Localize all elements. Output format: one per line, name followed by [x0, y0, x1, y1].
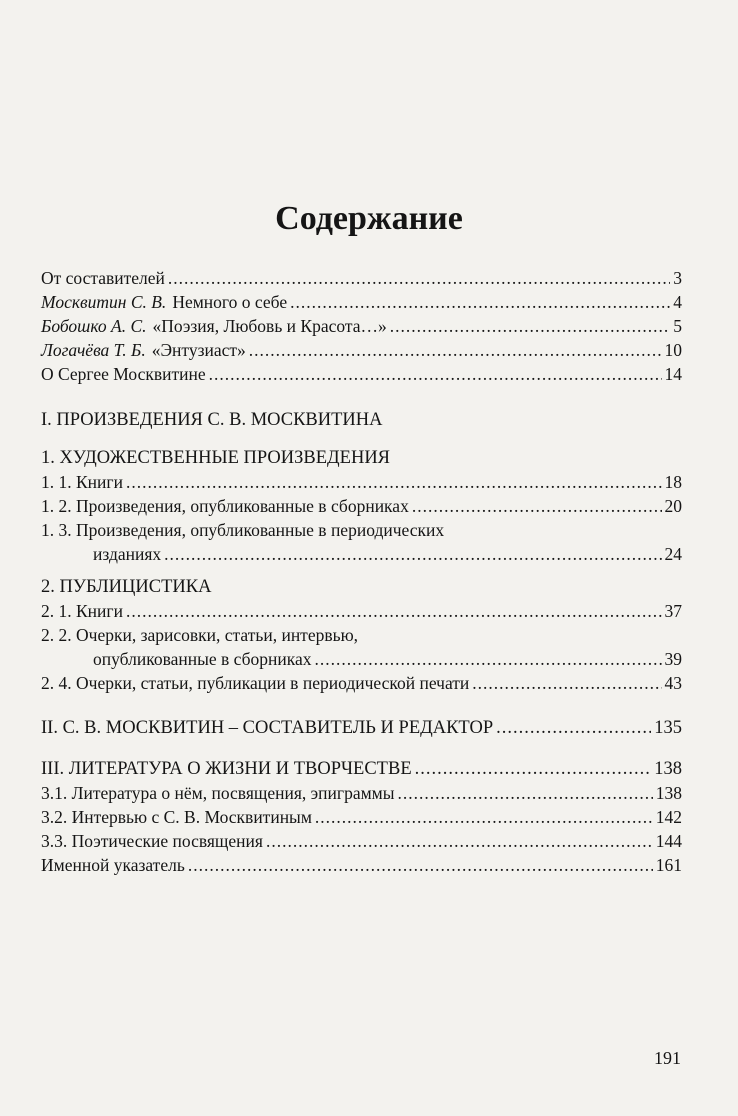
entry-text: 3.3. Поэтические посвящения — [41, 831, 263, 851]
leader-dots — [398, 781, 653, 805]
leader-dots — [315, 805, 653, 829]
entry-text: III. ЛИТЕРАТУРА О ЖИЗНИ И ТВОРЧЕСТВЕ — [41, 759, 412, 779]
entry-text: 1. 2. Произведения, опубликованные в сборниках — [41, 496, 409, 516]
toc-entry — [41, 338, 682, 362]
entry-page: 5 — [673, 316, 682, 336]
leader-dots — [168, 266, 670, 290]
leader-dots — [412, 494, 662, 518]
leader-dots — [415, 757, 652, 781]
section-heading: I. ПРОИЗВЕДЕНИЯ С. В. МОСКВИТИНА — [41, 410, 383, 430]
section-heading — [41, 757, 682, 781]
entry-text: Немного о себе — [172, 292, 288, 312]
leader-dots — [126, 470, 662, 494]
leader-dots — [315, 647, 662, 671]
toc-entry — [41, 494, 682, 518]
entry-page: 18 — [664, 472, 682, 492]
entry-text: От составителей — [41, 268, 165, 288]
toc-entry-continuation — [41, 647, 682, 671]
entry-text: «Энтузиаст» — [151, 340, 246, 360]
entry-page: 161 — [655, 855, 682, 875]
entry-author: Логачёва Т. Б. — [41, 340, 146, 360]
entry-page: 37 — [664, 601, 682, 621]
toc-section2 — [41, 716, 682, 740]
toc-entry — [41, 362, 682, 386]
entry-author: Бобошко А. С. — [41, 316, 147, 336]
leader-dots — [188, 853, 653, 877]
subsection-heading: 1. ХУДОЖЕСТВЕННЫЕ ПРОИЗВЕДЕНИЯ — [41, 448, 391, 468]
leader-dots — [290, 290, 670, 314]
entry-text: изданиях — [93, 544, 162, 564]
entry-text: 3.1. Литература о нём, посвящения, эпиграммы — [41, 783, 395, 803]
toc-section3 — [41, 757, 682, 877]
entry-page: 20 — [664, 496, 682, 516]
entry-text: 1. 1. Книги — [41, 472, 123, 492]
toc-entry — [41, 314, 682, 338]
toc-entry-continuation — [41, 542, 682, 566]
entry-page: 3 — [673, 268, 682, 288]
entry-page: 144 — [655, 831, 682, 851]
entry-text: О Сергее Москвитине — [41, 364, 206, 384]
entry-text: 3.2. Интервью с С. В. Москвитиным — [41, 807, 312, 827]
leader-dots — [209, 362, 662, 386]
toc-sub2 — [41, 575, 682, 695]
entry-text: 1. 3. Произведения, опубликованные в периодических — [41, 520, 445, 540]
leader-dots — [249, 338, 662, 362]
subsection-heading: 2. ПУБЛИЦИСТИКА — [41, 577, 212, 597]
leader-dots — [164, 542, 661, 566]
entry-page: 138 — [655, 783, 682, 803]
entry-page: 4 — [673, 292, 682, 312]
entry-page: 24 — [664, 544, 682, 564]
toc-entry — [41, 805, 682, 829]
entry-page: 138 — [654, 759, 682, 779]
toc-intro — [41, 266, 682, 386]
toc-entry — [41, 266, 682, 290]
toc-sub1 — [41, 446, 682, 566]
entry-text: опубликованные в сборниках — [93, 649, 312, 669]
entry-page: 135 — [654, 718, 682, 738]
leader-dots — [496, 716, 651, 740]
toc-entry — [41, 623, 682, 647]
leader-dots — [126, 599, 662, 623]
toc-entry — [41, 781, 682, 805]
entry-text: 2. 4. Очерки, статьи, публикации в периодической печати — [41, 673, 470, 693]
toc-entry — [41, 470, 682, 494]
entry-text: 2. 1. Книги — [41, 601, 123, 621]
entry-page: 142 — [655, 807, 682, 827]
entry-page: 43 — [664, 673, 682, 693]
toc-entry — [41, 599, 682, 623]
entry-page: 39 — [664, 649, 682, 669]
entry-text: II. С. В. МОСКВИТИН – СОСТАВИТЕЛЬ И РЕДАКТОР — [41, 718, 494, 738]
entry-text: «Поэзия, Любовь и Красота…» — [152, 316, 387, 336]
entry-text: 2. 2. Очерки, зарисовки, статьи, интервью, — [41, 625, 359, 645]
toc-entry — [41, 716, 682, 740]
toc-entry — [41, 518, 682, 542]
entry-text: Именной указатель — [41, 855, 185, 875]
entry-page: 10 — [664, 340, 682, 360]
toc-entry — [41, 853, 682, 877]
toc-entry — [41, 290, 682, 314]
leader-dots — [266, 829, 653, 853]
toc-entry — [41, 829, 682, 853]
toc-entry — [41, 671, 682, 695]
page-number: 191 — [654, 1048, 681, 1068]
entry-page: 14 — [664, 364, 682, 384]
entry-author: Москвитин С. В. — [41, 292, 167, 312]
page-title: Содержание — [275, 200, 463, 237]
leader-dots — [472, 671, 661, 695]
leader-dots — [390, 314, 670, 338]
